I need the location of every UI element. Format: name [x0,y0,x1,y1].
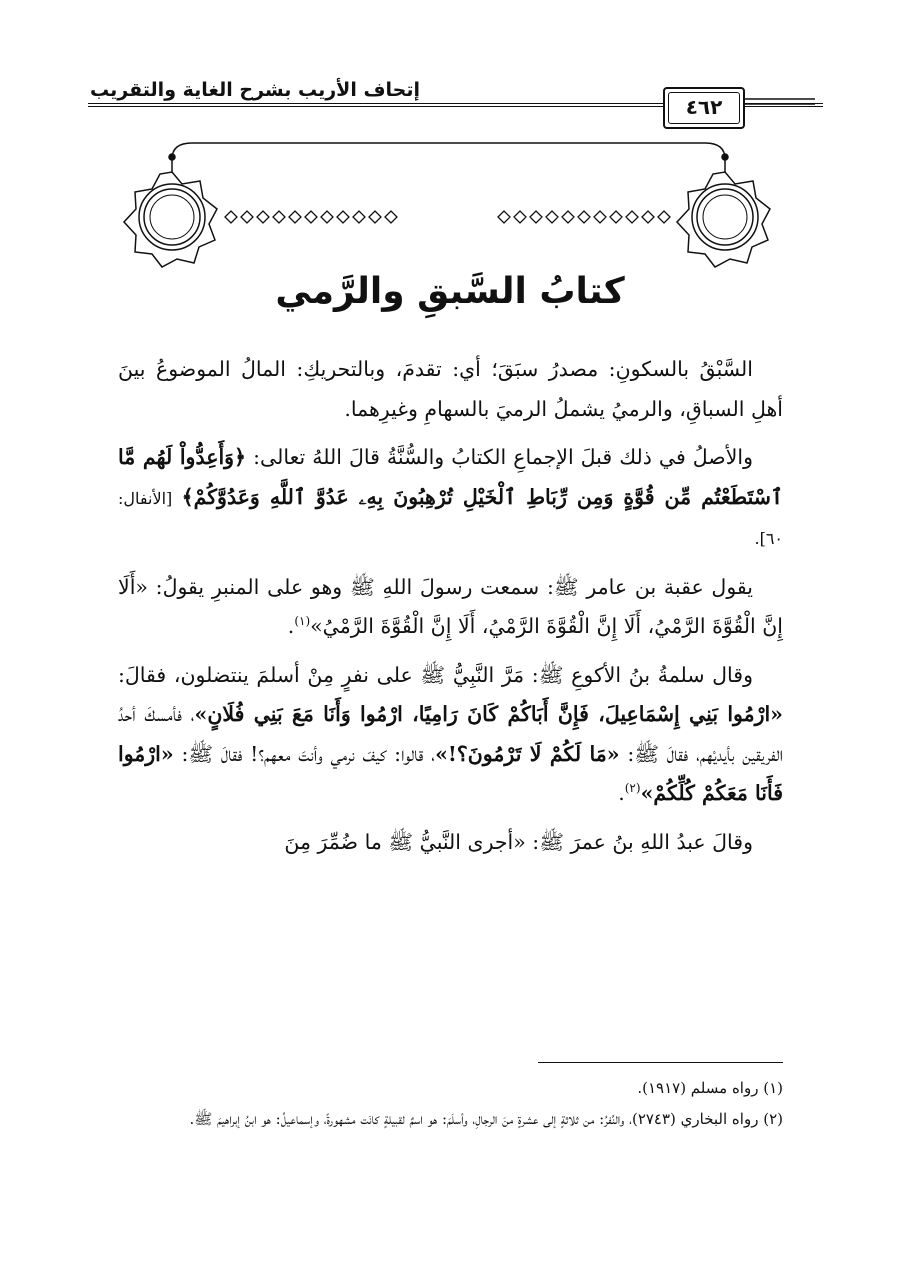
paragraph-definition: السَّبْقُ بالسكونِ: مصدرُ سبَقَ؛ أي: تقدمَ، وبالتحريكِ: المالُ الموضوعُ بينَ أهلِ السباقِ، والرميُ يشملُ الرميَ بالسهامِ وغيرِهما. [118,357,783,421]
footnotes [118,1075,783,1137]
paragraph-evidence [118,438,783,559]
chapter-title: كتابُ السَّبقِ والرَّمي [275,271,625,312]
salama-e: ، قالوا: كيفَ نرمي وأنتَ معهم؟! فقالَ ﷺ: [181,741,436,766]
footnote-marker-1: (١) [294,614,311,629]
paragraph-ibn-umar: وقالَ عبدُ اللهِ بنُ عمرَ ﷺ: «أجرى النَّبيُّ ﷺ ما ضُمِّرَ مِنَ [284,829,753,854]
running-title: إتحاف الأريب بشرح الغاية والتقريب [90,79,420,101]
salama-c: ، فأمسكَ أحدُ الفريقين بأيديْهم، فقالَ ﷺ: [118,702,783,766]
period: . [287,614,295,638]
period: . [618,781,625,805]
footnote-marker-2: (٢) [624,781,641,796]
uqba-hadith: يقول عقبة بن عامر ﷺ: سمعت رسولَ اللهِ ﷺ وهو على المنبرِ يقولُ: «أَلَا إِنَّ الْقُوَّةَ الرَّمْيُ، أَلَا إِنَّ الْقُوَّةَ الرَّمْيُ، أَلَا إِنَّ الْقُوَّةَ الرَّمْيُ» [118,574,783,638]
main-text [118,350,783,871]
page-number-lines-right [745,97,815,107]
verse-reference: [الأنفال: ٦٠]. [118,488,783,548]
page-number-box [663,87,745,129]
salama-hadith-3: «ارْمُوا فَأَنَا مَعَكُمْ كُلِّكُمْ» [118,741,783,805]
paragraph-uqba [118,568,783,647]
paragraph-salama [118,656,783,814]
quran-verse: ﴿وَأَعِدُّواْ لَهُم مَّا ٱسْتَطَعْتُم مِّن قُوَّةٍ وَمِن رِّبَاطِ ٱلْخَيْلِ تُرْهِبُونَ بِهِۦ عَدُوَّ ٱللَّهِ وَعَدُوَّكُمْ﴾ [118,445,783,509]
salama-a: وقال سلمةُ بنُ الأكوعِ ﷺ: مَرَّ النَّبِيُّ ﷺ على نفرٍ مِنْ أسلمَ ينتضلون، فقالَ: [118,662,753,687]
page-number: ٤٦٢ [668,92,740,124]
footnote-2: (٢) رواه البخاري (٢٧٤٣)، والنَّفرُ: من ثلاثةٍ إلى عشرةٍ منَ الرجالِ، وأسلَمَ: هو اسمٌ لقبيلةٍ كانَت مشهورةً، وإسماعيلُ: هو ابنُ إبراهيمَ ﷺ. [189,1110,783,1128]
salama-hadith-1: «ارْمُوا بَنِي إِسْمَاعِيلَ، فَإِنَّ أَبَاكُمْ كَانَ رَامِيًا، ارْمُوا وَأَنَا مَعَ بَنِي فُلَانٍ» [194,702,783,726]
salama-hadith-2: «مَا لَكُمْ لَا تَرْمُونَ؟!» [435,741,620,766]
evidence-intro: والأصلُ في ذلك قبلَ الإجماعِ الكتابُ والسُّنَّةُ قالَ اللهُ تعالى: [253,445,753,469]
footnote-1: (١) رواه مسلم (١٩١٧). [637,1079,783,1097]
footnote-rule [538,1062,783,1063]
